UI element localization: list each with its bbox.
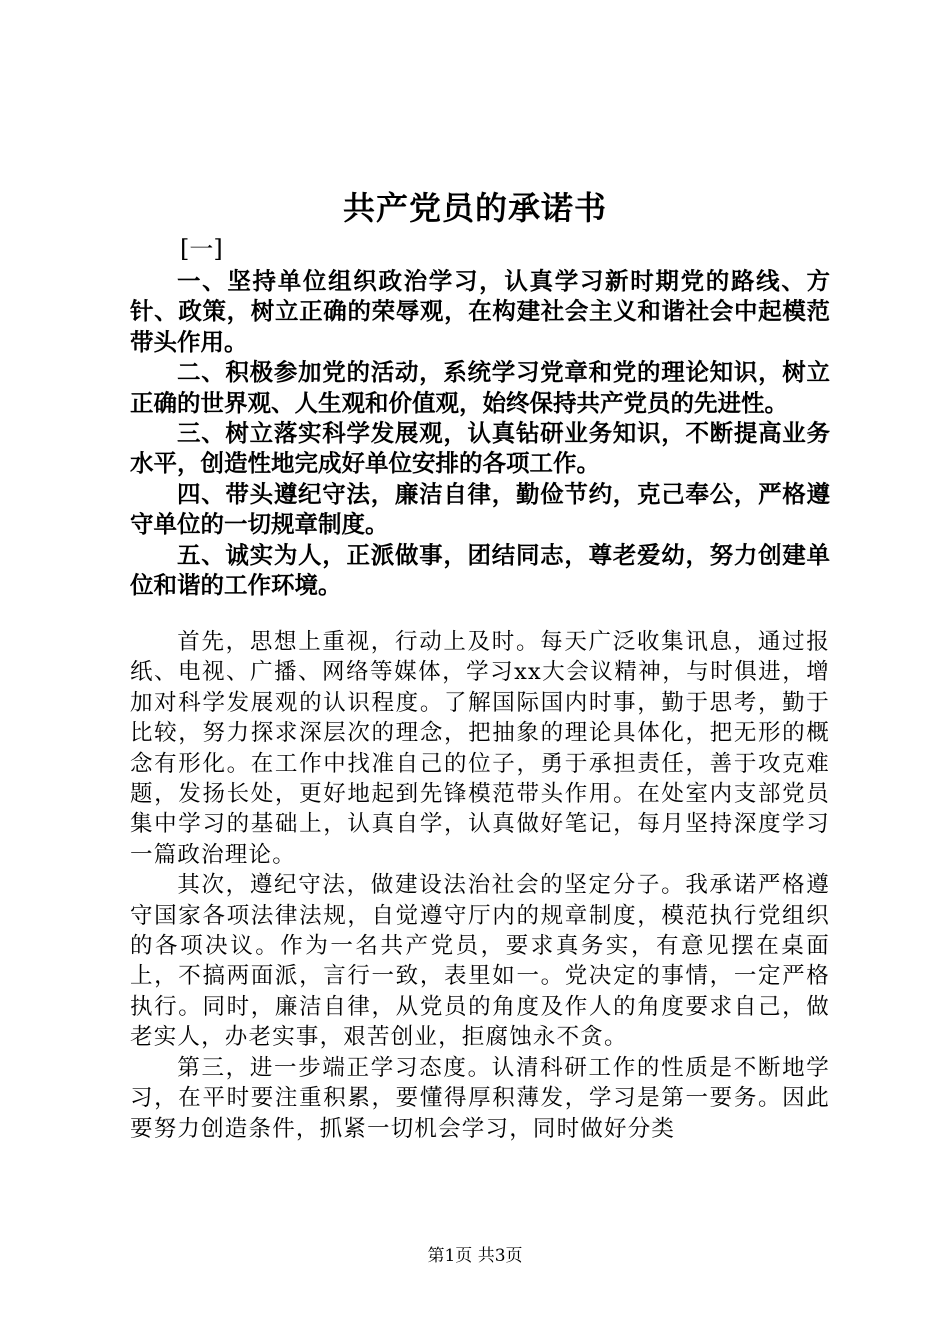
commitment-item: 五、诚实为人，正派做事，团结同志，尊老爱幼，努力创建单位和谐的工作环境。	[130, 540, 830, 600]
commitment-item: 四、带头遵纪守法，廉洁自律，勤俭节约，克己奉公，严格遵守单位的一切规章制度。	[130, 479, 830, 539]
document-title: 共产党员的承诺书	[342, 189, 607, 227]
commitment-list	[130, 266, 830, 600]
body-paragraph: 其次，遵纪守法，做建设法治社会的坚定分子。我承诺严格遵守国家各项法律法规，自觉遵守厅内的规章制度，模范执行党组织的各项决议。作为一名共产党员，要求真务实，有意见摆在桌面上，不搞两面派，言行一致，表里如一。党决定的事情，一定严格执行。同时，廉洁自律，从党员的角度及作人的角度要求自己，做老实人，办老实事，艰苦创业，拒腐蚀永不贪。	[130, 872, 830, 1051]
commitment-item: 一、坚持单位组织政治学习，认真学习新时期党的路线、方针、政策，树立正确的荣辱观，在构建社会主义和谐社会中起模范带头作用。	[130, 267, 830, 356]
body-text	[130, 627, 830, 1144]
commitment-item: 二、积极参加党的活动，系统学习党章和党的理论知识，树立正确的世界观、人生观和价值观，始终保持共产党员的先进性。	[130, 358, 830, 417]
section-marker: [一]	[180, 235, 223, 263]
page-number-footer: 第1页 共3页	[427, 1246, 523, 1266]
body-paragraph: 第三，进一步端正学习态度。认清科研工作的性质是不断地学习，在平时要注重积累，要懂得厚积薄发，学习是第一要务。因此要努力创造条件，抓紧一切机会学习，同时做好分类	[130, 1054, 830, 1142]
commitment-item: 三、树立落实科学发展观，认真钻研业务知识，不断提高业务水平，创造性地完成好单位安排的各项工作。	[130, 419, 830, 478]
body-paragraph: 首先，思想上重视，行动上及时。每天广泛收集讯息，通过报纸、电视、广播、网络等媒体，学习xx大会议精神，与时俱进，增加对科学发展观的认识程度。了解国际国内时事，勤于思考，勤于比较，努力探求深层次的理念，把抽象的理论具体化，把无形的概念有形化。在工作中找准自己的位子，勇于承担责任，善于攻克难题，发扬长处，更好地起到先锋模范带头作用。在处室内支部党员集中学习的基础上，认真自学，认真做好笔记，每月坚持深度学习一篇政治理论。	[130, 629, 830, 868]
